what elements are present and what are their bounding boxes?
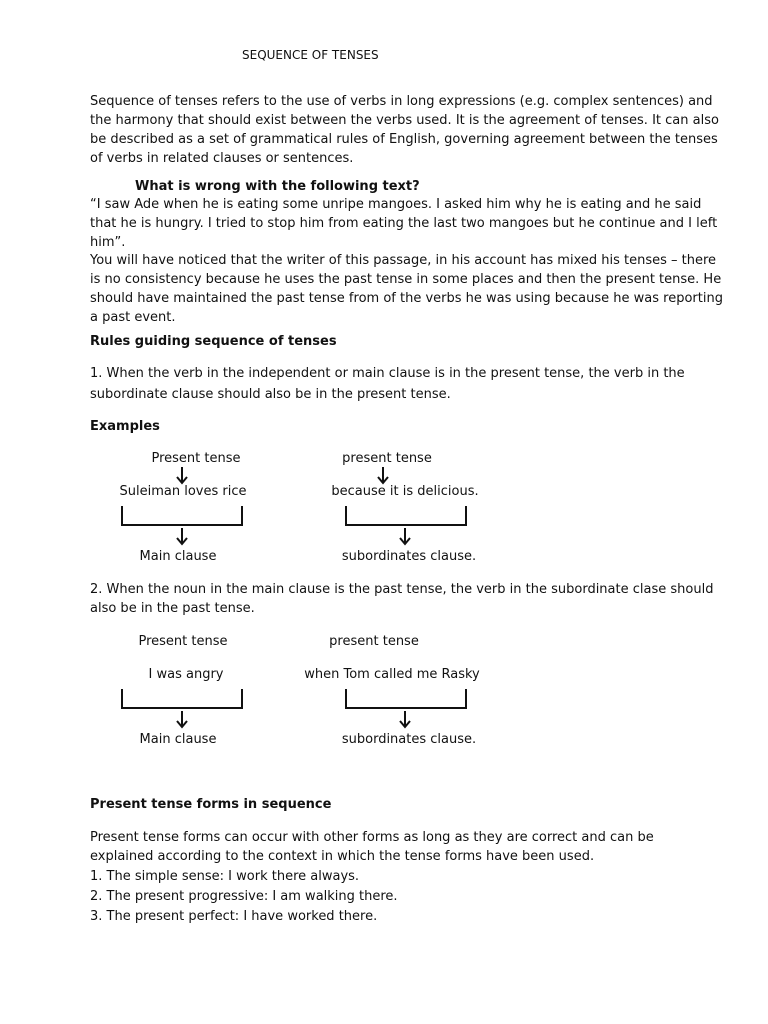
question-heading: What is wrong with the following text?: [135, 179, 420, 194]
bracket: [345, 689, 467, 709]
arrow-down-icon: [398, 528, 412, 546]
subordinate-clause-sentence: when Tom called me Rasky: [304, 667, 480, 682]
right-tense-label: present tense: [329, 634, 419, 649]
left-tense-label: Present tense: [151, 451, 241, 466]
bracket: [121, 689, 243, 709]
quote-line: “I saw Ade when he is eating some unripe mangoes. I asked him why he is eating and he said: [90, 197, 702, 212]
rules-heading: Rules guiding sequence of tenses: [90, 334, 337, 349]
right-tense-label: present tense: [342, 451, 432, 466]
left-tense-label: Present tense: [138, 634, 228, 649]
bracket: [121, 506, 243, 526]
arrow-down-icon: [398, 711, 412, 729]
main-clause-label: Main clause: [139, 549, 217, 564]
arrow-down-icon: [175, 467, 189, 485]
subordinate-clause-sentence: because it is delicious.: [331, 484, 479, 499]
page-title: SEQUENCE OF TENSES: [242, 48, 379, 62]
explanation-line: You will have noticed that the writer of this passage, in his account has mixed his tenses – there: [90, 253, 717, 268]
explanation-line: a past event.: [90, 310, 176, 325]
list-item: 2. The present progressive: I am walking there.: [90, 889, 398, 904]
present-para-line: explained according to the context in which the tense forms have been used.: [90, 849, 595, 864]
rule2-line: 2. When the noun in the main clause is the past tense, the verb in the subordinate clase should: [90, 582, 714, 597]
arrow-down-icon: [376, 467, 390, 485]
main-clause-label: Main clause: [139, 732, 217, 747]
rule1-line: subordinate clause should also be in the present tense.: [90, 387, 451, 402]
quote-line: him”.: [90, 235, 126, 250]
arrow-down-icon: [175, 528, 189, 546]
arrow-down-icon: [175, 711, 189, 729]
quote-line: that he is hungry. I tried to stop him from eating the last two mangoes but he continue and I left: [90, 216, 718, 231]
list-item: 3. The present perfect: I have worked there.: [90, 909, 378, 924]
main-clause-sentence: Suleiman loves rice: [119, 484, 247, 499]
intro-line: Sequence of tenses refers to the use of verbs in long expressions (e.g. complex sentences) and: [90, 94, 713, 109]
main-clause-sentence: I was angry: [148, 667, 224, 682]
intro-line: of verbs in related clauses or sentences.: [90, 151, 354, 166]
bracket: [345, 506, 467, 526]
explanation-line: should have maintained the past tense from of the verbs he was using because he was reporting: [90, 291, 723, 306]
subordinate-clause-label: subordinates clause.: [341, 549, 477, 564]
rule1-line: 1. When the verb in the independent or main clause is in the present tense, the verb in the: [90, 366, 685, 381]
intro-line: be described as a set of grammatical rules of English, governing agreement between the tenses: [90, 132, 718, 147]
present-para-line: Present tense forms can occur with other forms as long as they are correct and can be: [90, 830, 654, 845]
list-item: 1. The simple sense: I work there always.: [90, 869, 360, 884]
rule2-line: also be in the past tense.: [90, 601, 255, 616]
present-forms-heading: Present tense forms in sequence: [90, 797, 332, 812]
explanation-line: is no consistency because he uses the past tense in some places and then the present tense. He: [90, 272, 722, 287]
intro-line: the harmony that should exist between the verbs used. It is the agreement of tenses. It can also: [90, 113, 719, 128]
examples-heading: Examples: [90, 419, 160, 434]
subordinate-clause-label: subordinates clause.: [341, 732, 477, 747]
